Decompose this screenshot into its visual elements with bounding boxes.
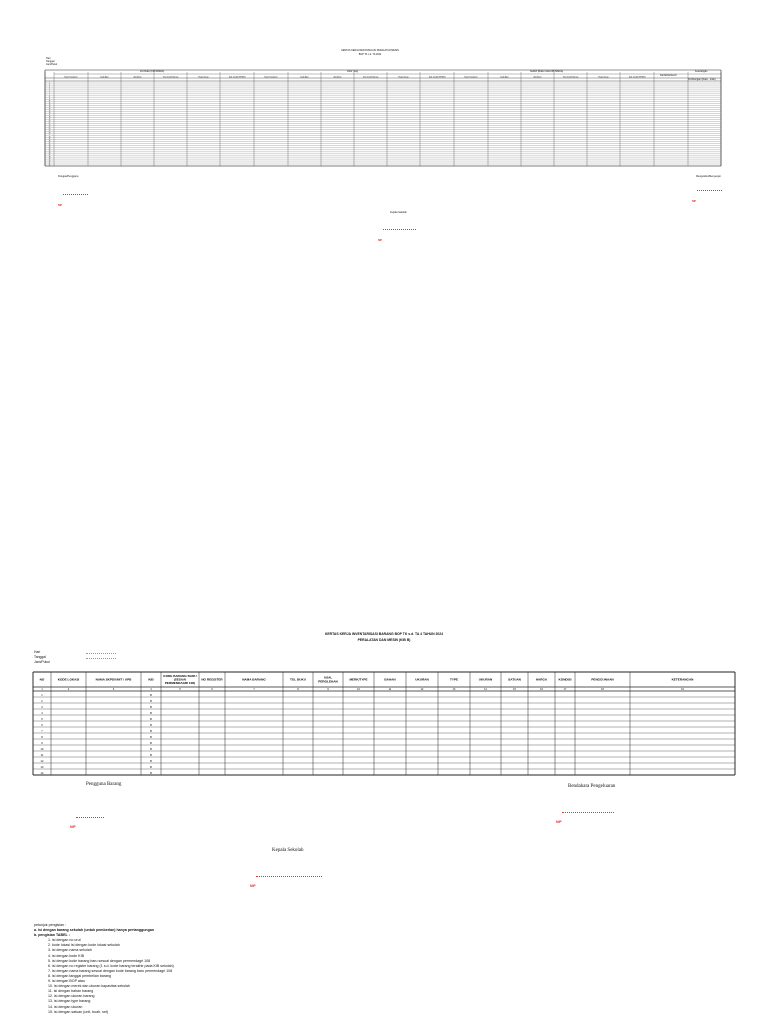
bottom-table-col-number: 19 <box>681 688 684 692</box>
top-table-row-number: 20 <box>48 121 51 123</box>
top-table-keterangan-header: KETERANGAN <box>660 74 677 77</box>
bottom-table-header: (SESUAI <box>173 677 187 682</box>
top-table-subheader: Spesifikasi <box>133 76 142 79</box>
top-table-perhitungan-header: Perhitungan (Buku - Fisik) <box>688 78 716 81</box>
top-table-row-number: 30 <box>48 141 51 143</box>
bottom-sign-left: Pengguna Barang <box>86 782 122 787</box>
bottom-table-kib-cell: B <box>150 765 152 769</box>
bottom-table-col-number: 3 <box>112 688 115 692</box>
bottom-table-header: PERMENDAGRI 108) <box>164 681 196 686</box>
top-table-row-number: 39 <box>48 159 51 161</box>
top-table-subheader: Total Jumlah (RP/IDR) <box>228 76 246 79</box>
bottom-table-row-number: 1 <box>41 693 43 697</box>
bottom-table-kib-cell: B <box>150 699 152 703</box>
bottom-nip-left: NIP <box>70 815 102 833</box>
bottom-info-jam: Jam/Pukul <box>34 660 50 664</box>
top-table-subheader: Kode Akun <box>300 76 309 79</box>
bottom-table-kib-cell: B <box>150 717 152 721</box>
bottom-form-title: KERTAS KERJA INVENTARISASI BARANG BOP TK s.d. TA 4 TAHUN 2024 <box>324 632 444 636</box>
bottom-table-header: NO REGISTER <box>201 677 223 682</box>
bottom-table-kib-cell: B <box>150 693 152 697</box>
top-table-row-number: 28 <box>48 137 51 139</box>
bottom-table-col-number: 1 <box>41 688 43 692</box>
bottom-nip-center: NIP <box>250 874 320 892</box>
top-table-group-fisik: Fisik Yang <box>347 70 358 73</box>
top-table-subheader: Nama Komponen <box>64 76 78 79</box>
bottom-table-col-number: 10 <box>357 688 360 692</box>
notes-line: 6. isi dengan no register barang (1 s.d. kode barang terakhir pada KIB sekolah) <box>48 963 174 968</box>
top-table-group-selisih: Selisih (Buku Fisik-KIB/SIMDA) <box>530 70 564 73</box>
bottom-table-header: ASAL <box>323 675 333 680</box>
notes-line: 14. isi dengan ukuran <box>48 1004 83 1009</box>
notes-line: 10. isi dengan merek dan ukuran kapasitas sekolah <box>48 984 130 989</box>
top-info-jam: Jam/Pukul <box>46 63 58 66</box>
bottom-table-header: KIB <box>148 677 154 682</box>
bottom-table-row-number: 11 <box>40 753 44 757</box>
bottom-table-header: TGL BUKU <box>290 677 306 682</box>
notes-line: 4. isi dengan kode KIB <box>48 953 84 958</box>
top-form-title: KERTAS KERJA REKONSILIASI PERALATAN MESIN <box>341 49 399 52</box>
bottom-table-col-number: 8 <box>297 688 299 692</box>
bottom-table-row-number: 9 <box>41 741 43 745</box>
bottom-form-subtitle: PERALATAN DAN MESIN (KIB B) <box>357 638 411 642</box>
bottom-table-header: KETERANGAN <box>671 677 694 682</box>
top-table-subheader: Spesifikasi <box>533 76 542 79</box>
bottom-table <box>33 672 735 775</box>
bottom-table-header: KODE LOKASI <box>57 677 80 682</box>
top-table-row-number: 23 <box>48 127 51 129</box>
bottom-table-row-number: 13 <box>40 765 44 769</box>
bottom-table-kib-cell: B <box>150 759 152 763</box>
bottom-table-col-number: 12 <box>420 688 424 692</box>
notes-heading: petunjuk pengisian : <box>34 923 66 927</box>
bottom-table-row-number: 3 <box>41 705 43 709</box>
notes-line: 1. isi dengan no urut <box>48 938 81 943</box>
bottom-table-kib-cell: B <box>150 771 152 775</box>
bottom-table-kib-cell: B <box>150 747 152 751</box>
top-table-row-number: 16 <box>48 112 51 114</box>
top-table-row-number: 18 <box>48 117 51 119</box>
bottom-table-header: NAMA BARANG <box>242 677 266 682</box>
top-table-row-number: 7 <box>49 94 50 96</box>
bottom-table-col-number: 16 <box>540 688 543 692</box>
top-table-row-number: 2 <box>49 84 50 86</box>
top-table-row-number: 3 <box>49 86 50 88</box>
top-table-subheader: Harga Satuan <box>598 76 609 79</box>
top-table-row-number: 29 <box>48 139 51 141</box>
notes-line: 3. isi dengan nama sekolah <box>48 948 92 953</box>
top-table-row-number: 21 <box>48 123 51 125</box>
top-table-subheader: Kode Akun <box>500 76 509 79</box>
top-table-subheader: Harga Satuan <box>398 76 409 79</box>
bottom-table-col-number: 5 <box>179 688 181 692</box>
top-table-row-number: 31 <box>48 143 51 145</box>
top-table-row-number: 6 <box>49 92 50 94</box>
bottom-table-col-number: 4 <box>150 688 152 692</box>
bottom-table-col-number: 2 <box>67 688 70 692</box>
bottom-table-col-number: 14 <box>484 688 487 692</box>
top-table-subheader: Total Jumlah (RP/IDR) <box>628 76 646 79</box>
top-table-row-number: 22 <box>48 125 51 127</box>
bottom-table-kib-cell: B <box>150 729 152 733</box>
top-table-subheader: Harga Satuan <box>198 76 209 79</box>
notes-line: 11. isi dengan bahan barang <box>48 989 94 994</box>
top-table-row-number: 25 <box>48 131 51 133</box>
top-table-subheader: Kode Akun <box>100 76 109 79</box>
bottom-table-col-number: 18 <box>601 688 604 692</box>
top-table-row-number: 27 <box>48 135 51 137</box>
bottom-table-header: BAHAN <box>384 677 396 682</box>
notes-line: 2. kode lokasi isi dengan kode lokasi sekolah <box>48 943 120 948</box>
bottom-table-col-number: 7 <box>253 688 255 692</box>
top-table-row-number: 4 <box>49 88 50 90</box>
bottom-table-col-number: 9 <box>327 688 329 692</box>
notes-line: 15. isi dengan satuan (unit, buah, set) <box>48 1009 109 1014</box>
bottom-table-kib-cell: B <box>150 723 152 727</box>
bottom-table-row-number: 6 <box>41 723 43 727</box>
top-table-row-number: 1 <box>49 82 50 84</box>
top-table-row-number: 9 <box>49 98 50 100</box>
top-table-row-number: 19 <box>48 119 51 121</box>
bottom-table-header: SATUAN <box>508 677 521 682</box>
bottom-table-kib-cell: B <box>150 711 152 715</box>
bottom-table-header: NAMA SKPD/UNIT / UPB <box>95 677 132 682</box>
top-table-row-number: 36 <box>48 153 51 155</box>
bottom-info-tanggal: Tanggal <box>34 655 46 659</box>
top-nip-left: NIP <box>58 193 88 211</box>
bottom-table-kib-cell: B <box>150 741 152 745</box>
bottom-table-col-number: 17 <box>563 688 567 692</box>
bottom-table-row-number: 10 <box>40 747 44 751</box>
bottom-table-row-number: 8 <box>41 735 43 739</box>
bottom-table-col-number: 11 <box>388 688 392 692</box>
top-table-row-number: 24 <box>48 129 51 131</box>
bottom-table-header: MERK/TYPE <box>349 677 368 682</box>
top-table-subheader: Total Jumlah (RP/IDR) <box>428 76 446 79</box>
top-table-row-number: 12 <box>48 104 51 106</box>
top-table-row-number: 26 <box>48 133 51 135</box>
top-table-subheader: Total Jumlah Barang <box>562 76 579 79</box>
top-form-subtitle: BOP TK s.d. TA 2024 <box>358 53 382 56</box>
top-table-row-number: 17 <box>48 115 51 117</box>
bottom-table-col-number: 13 <box>452 688 456 692</box>
top-table-row-number: 8 <box>49 96 50 98</box>
top-table-row-number: 34 <box>48 149 51 151</box>
bottom-table-header: TYPE <box>449 677 459 682</box>
bottom-table-header: PENGGUNAAN <box>591 677 614 682</box>
top-table-row-number: 13 <box>48 106 51 108</box>
top-table-subheader: Spesifikasi <box>333 76 342 79</box>
bottom-table-header: UKURAN <box>415 677 429 682</box>
bottom-table-row-number: 4 <box>41 711 43 715</box>
top-table-subheader: Total Jumlah Barang <box>162 76 179 79</box>
notes-item-b: b. pengisian TABEL : <box>34 933 70 938</box>
notes-line: 5. isi dengan kode barang baru sesuai dengan permendagri 108 <box>48 958 151 963</box>
top-table-row-number: 5 <box>49 90 50 92</box>
bottom-table-header: UKURAN <box>478 677 493 682</box>
notes-line: 8. isi dengan tanggal pembelian barang <box>48 973 111 978</box>
top-table-row-number: 11 <box>48 102 51 104</box>
bottom-sign-right: Bendahara Pengeluaran <box>568 784 616 789</box>
top-info-tanggal: Tanggal <box>46 60 55 63</box>
notes-line: 9. isi dengan BOP atau <box>48 979 85 984</box>
bottom-table-header: HARGA <box>535 677 548 682</box>
bottom-sign-center: Kepala Sekolah <box>272 848 304 853</box>
bottom-table-header: NO <box>39 677 45 682</box>
top-nip-right: NIP <box>692 189 722 207</box>
bottom-table-header: KONDISI <box>558 677 572 682</box>
top-table-row-number: 41 <box>48 163 51 165</box>
top-info-hari: Hari <box>46 57 51 60</box>
bottom-table-kib-cell: B <box>150 753 152 757</box>
top-sign-right: Mengetahui/Menyetujui <box>696 175 721 178</box>
top-table-subheader: Nama Komponen <box>264 76 278 79</box>
bottom-table-col-number: 6 <box>211 688 213 692</box>
bottom-nip-right: NIP <box>556 810 612 828</box>
instructions-notes <box>34 923 174 1015</box>
notes-line: 12. isi dengan ukuran barang <box>48 994 95 999</box>
top-table-subheader: Nama Komponen <box>464 76 478 79</box>
top-table-row-number: 10 <box>48 100 51 102</box>
top-nip-center: NIP <box>378 228 416 246</box>
bottom-table-kib-cell: B <box>150 705 152 709</box>
bottom-table-kib-cell: B <box>150 735 152 739</box>
top-table-row-number: 15 <box>48 110 51 112</box>
top-table-row-number: 14 <box>48 108 51 110</box>
notes-line: 7. isi dengan nama barang sesuai dengan kode barang baru permendagri 108 <box>48 968 173 973</box>
notes-lines <box>34 938 174 1014</box>
bottom-table-row-number: 5 <box>41 717 43 721</box>
bottom-table-col-number: 15 <box>513 688 516 692</box>
notes-item-a: a. isi dengan barang sekolah (untuk pemberian) hanya pertanggungan <box>34 928 155 933</box>
top-table <box>45 70 721 166</box>
bottom-table-header: KODE BARANG BARU <box>163 673 197 678</box>
top-table-row-number: 40 <box>48 161 51 163</box>
top-sign-left: Petugas/Pengguna <box>58 175 79 178</box>
bottom-table-header: PEROLEHAN <box>318 679 338 684</box>
top-table-subheader: Total Jumlah Barang <box>362 76 379 79</box>
bottom-table-row-number: 14 <box>40 771 44 775</box>
top-table-group-buku: Per Buku (KIB/SIMDA) <box>140 70 165 73</box>
top-sign-center: Kepala Sekolah <box>390 211 407 214</box>
top-table-row-number: 38 <box>48 157 51 159</box>
bottom-info-hari: Hari <box>34 650 41 654</box>
bottom-table-row-number: 2 <box>41 699 43 703</box>
top-table-row-number: 42 <box>48 165 51 167</box>
bottom-table-row-number: 7 <box>41 729 43 733</box>
notes-line: 13. isi dengan type barang <box>48 999 91 1004</box>
top-table-group-keterangan: Keterangan <box>695 70 708 73</box>
top-table-row-number: 33 <box>48 147 51 149</box>
top-table-row-number: 35 <box>48 151 51 153</box>
bottom-table-row-number: 12 <box>40 759 44 763</box>
top-table-row-number: 32 <box>48 145 51 147</box>
top-table-row-number: 37 <box>48 155 51 157</box>
